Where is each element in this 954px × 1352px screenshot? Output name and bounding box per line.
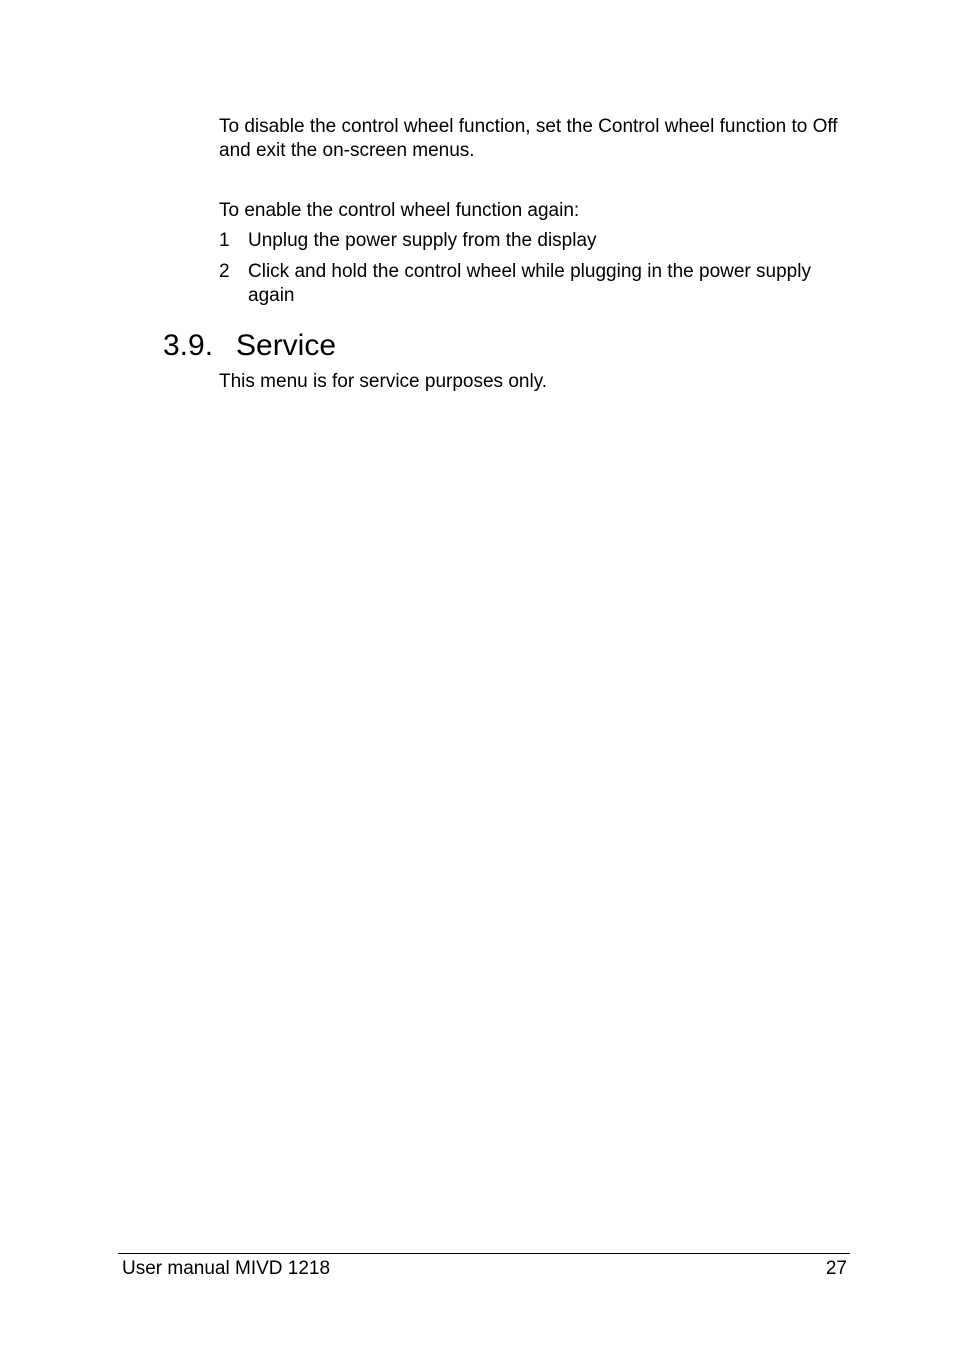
step-text: Click and hold the control wheel while plugging in the power supply again xyxy=(248,261,811,306)
section-number: 3.9. xyxy=(163,329,214,362)
section-heading xyxy=(163,328,336,364)
disable-instructions-paragraph: To disable the control wheel function, set the Control wheel function to Off and exit the on-screen menus. xyxy=(219,116,838,161)
list-item xyxy=(219,260,839,307)
footer-document-title: User manual MIVD 1218 xyxy=(122,1258,331,1279)
step-number: 1 xyxy=(219,230,230,251)
step-text: Unplug the power supply from the display xyxy=(248,230,597,251)
footer-page-number: 27 xyxy=(825,1258,847,1279)
section-title: Service xyxy=(236,329,337,362)
enable-instructions-intro: To enable the control wheel function again: xyxy=(219,200,580,221)
list-item xyxy=(219,229,839,253)
service-description: This menu is for service purposes only. xyxy=(219,371,548,392)
footer-divider xyxy=(118,1253,850,1254)
step-number: 2 xyxy=(219,261,230,282)
